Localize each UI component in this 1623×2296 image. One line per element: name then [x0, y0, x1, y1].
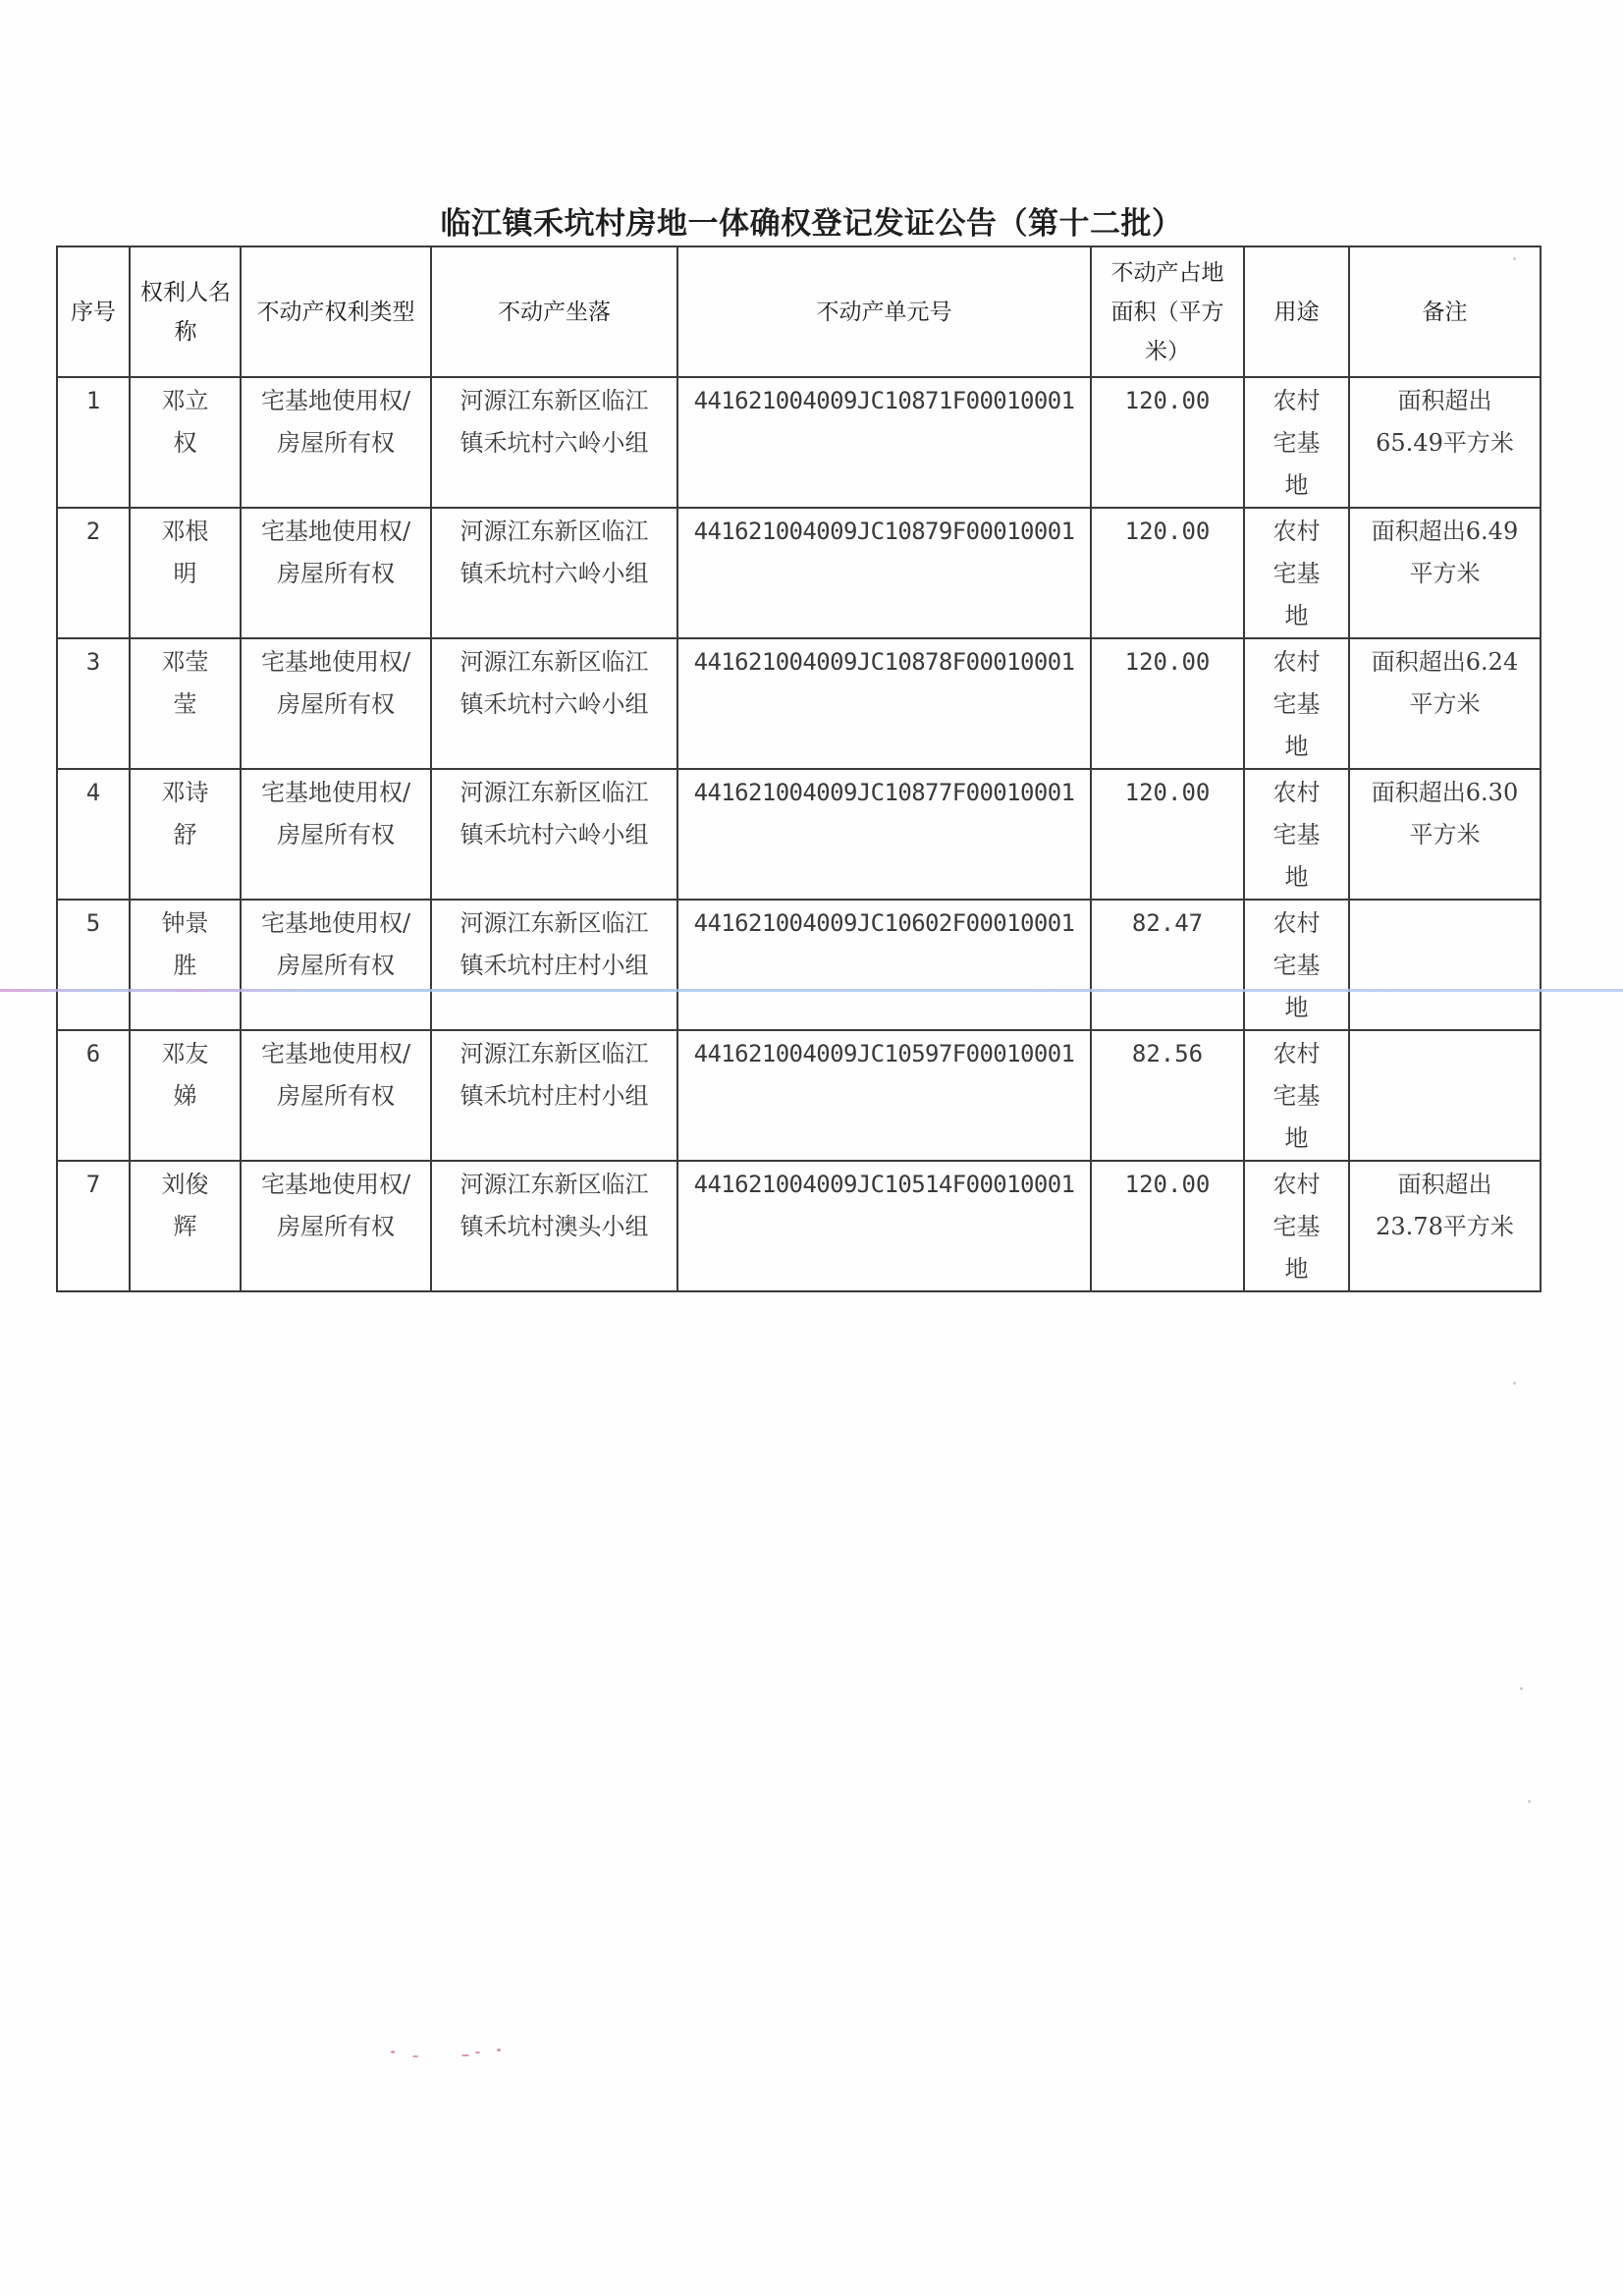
cell-area: 120.00 — [1091, 377, 1244, 508]
cell-seq: 7 — [57, 1161, 130, 1291]
header-location: 不动产坐落 — [431, 246, 677, 377]
header-holder: 权利人名称 — [130, 246, 241, 377]
stamp-residue — [461, 2054, 469, 2056]
cell-unit-no: 441621004009JC10602F00010001 — [677, 900, 1091, 1030]
cell-holder: 邓立权 — [130, 377, 241, 508]
cell-holder: 邓诗舒 — [130, 769, 241, 900]
cell-holder: 邓根明 — [130, 508, 241, 638]
cell-unit-no: 441621004009JC10877F00010001 — [677, 769, 1091, 900]
table-row — [57, 638, 1541, 769]
stamp-residue — [475, 2051, 480, 2053]
cell-usage: 农村宅基地 — [1244, 638, 1349, 769]
cell-seq: 6 — [57, 1030, 130, 1161]
header-area: 不动产占地面积（平方米） — [1091, 246, 1244, 377]
scan-speck — [1513, 257, 1516, 260]
cell-holder: 钟景胜 — [130, 900, 241, 1030]
table-row — [57, 769, 1541, 900]
cell-unit-no: 441621004009JC10597F00010001 — [677, 1030, 1091, 1161]
cell-holder: 邓友娣 — [130, 1030, 241, 1161]
cell-note: 面积超出6.24平方米 — [1349, 638, 1541, 769]
registration-table — [56, 246, 1542, 1292]
cell-area: 120.00 — [1091, 638, 1244, 769]
header-usage: 用途 — [1244, 246, 1349, 377]
cell-seq: 5 — [57, 900, 130, 1030]
cell-unit-no: 441621004009JC10879F00010001 — [677, 508, 1091, 638]
table-row — [57, 1161, 1541, 1291]
cell-area: 120.00 — [1091, 1161, 1244, 1291]
stamp-residue — [412, 2055, 418, 2057]
cell-location: 河源江东新区临江镇禾坑村六岭小组 — [431, 377, 677, 508]
scanner-artifact-line — [0, 989, 1623, 992]
cell-area: 120.00 — [1091, 769, 1244, 900]
cell-seq: 4 — [57, 769, 130, 900]
cell-location: 河源江东新区临江镇禾坑村六岭小组 — [431, 508, 677, 638]
cell-note — [1349, 900, 1541, 1030]
cell-location: 河源江东新区临江镇禾坑村庄村小组 — [431, 900, 677, 1030]
cell-right-type: 宅基地使用权/房屋所有权 — [241, 508, 431, 638]
cell-location: 河源江东新区临江镇禾坑村六岭小组 — [431, 769, 677, 900]
cell-holder: 邓莹莹 — [130, 638, 241, 769]
stamp-residue — [497, 2049, 501, 2051]
scan-speck — [1513, 1382, 1516, 1385]
cell-unit-no: 441621004009JC10871F00010001 — [677, 377, 1091, 508]
cell-usage: 农村宅基地 — [1244, 377, 1349, 508]
table-row — [57, 508, 1541, 638]
cell-area: 120.00 — [1091, 508, 1244, 638]
scan-speck — [1520, 1687, 1523, 1690]
cell-note — [1349, 1030, 1541, 1161]
cell-right-type: 宅基地使用权/房屋所有权 — [241, 377, 431, 508]
cell-area: 82.47 — [1091, 900, 1244, 1030]
header-seq: 序号 — [57, 246, 130, 377]
cell-note: 面积超出65.49平方米 — [1349, 377, 1541, 508]
cell-seq: 2 — [57, 508, 130, 638]
cell-seq: 1 — [57, 377, 130, 508]
cell-right-type: 宅基地使用权/房屋所有权 — [241, 1030, 431, 1161]
header-note: 备注 — [1349, 246, 1541, 377]
cell-location: 河源江东新区临江镇禾坑村澳头小组 — [431, 1161, 677, 1291]
cell-right-type: 宅基地使用权/房屋所有权 — [241, 1161, 431, 1291]
header-unit-no: 不动产单元号 — [677, 246, 1091, 377]
cell-note: 面积超出23.78平方米 — [1349, 1161, 1541, 1291]
cell-right-type: 宅基地使用权/房屋所有权 — [241, 900, 431, 1030]
cell-usage: 农村宅基地 — [1244, 1030, 1349, 1161]
cell-holder: 刘俊辉 — [130, 1161, 241, 1291]
table-row — [57, 377, 1541, 508]
cell-seq: 3 — [57, 638, 130, 769]
table-row — [57, 1030, 1541, 1161]
header-right-type: 不动产权利类型 — [241, 246, 431, 377]
cell-unit-no: 441621004009JC10878F00010001 — [677, 638, 1091, 769]
cell-area: 82.56 — [1091, 1030, 1244, 1161]
cell-right-type: 宅基地使用权/房屋所有权 — [241, 769, 431, 900]
cell-note: 面积超出6.49平方米 — [1349, 508, 1541, 638]
cell-unit-no: 441621004009JC10514F00010001 — [677, 1161, 1091, 1291]
cell-usage: 农村宅基地 — [1244, 900, 1349, 1030]
cell-note: 面积超出6.30平方米 — [1349, 769, 1541, 900]
cell-right-type: 宅基地使用权/房屋所有权 — [241, 638, 431, 769]
table-row — [57, 900, 1541, 1030]
scan-speck — [1528, 1800, 1531, 1803]
cell-location: 河源江东新区临江镇禾坑村庄村小组 — [431, 1030, 677, 1161]
cell-location: 河源江东新区临江镇禾坑村六岭小组 — [431, 638, 677, 769]
stamp-residue — [391, 2050, 395, 2053]
table-header-row — [57, 246, 1541, 377]
cell-usage: 农村宅基地 — [1244, 1161, 1349, 1291]
page-title: 临江镇禾坑村房地一体确权登记发证公告（第十二批） — [440, 206, 1183, 242]
cell-usage: 农村宅基地 — [1244, 508, 1349, 638]
cell-usage: 农村宅基地 — [1244, 769, 1349, 900]
